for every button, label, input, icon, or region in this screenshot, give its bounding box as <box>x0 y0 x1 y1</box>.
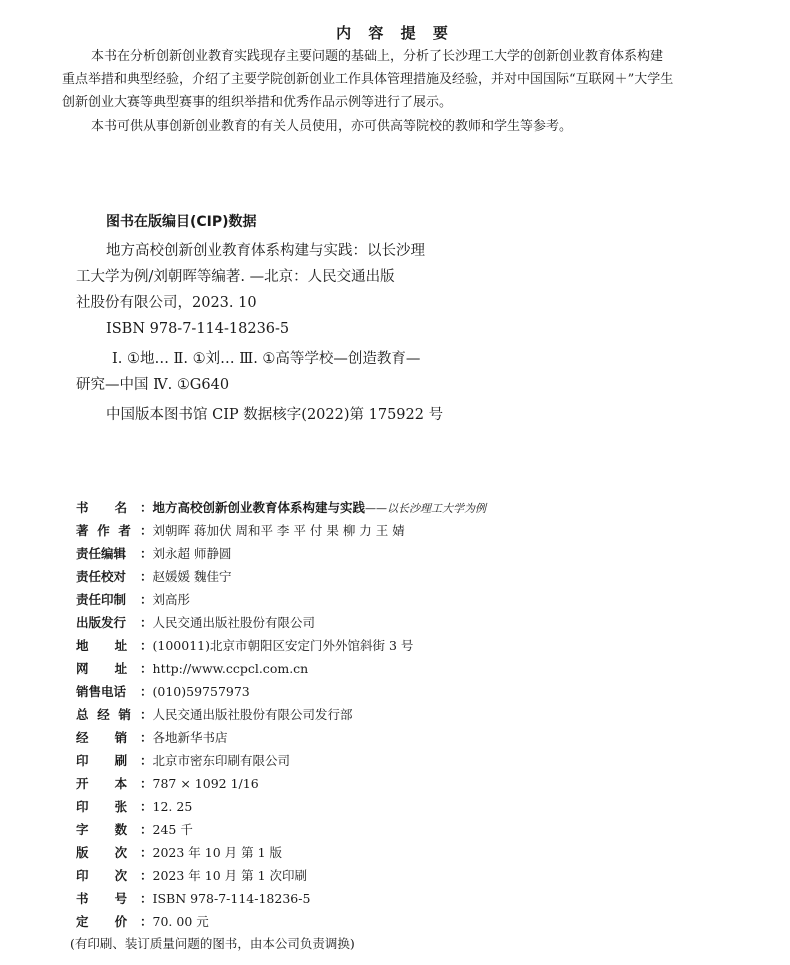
info-row-format: 开 本 ：787 × 1092 1/16 <box>76 774 259 794</box>
summary-line-1: 本书在分析创新创业教育实践现存主要问题的基础上，分析了长沙理工大学的创新创业教育体系构建 <box>91 49 664 64</box>
info-value: ISBN 978-7-114-18236-5 <box>152 891 311 906</box>
cip-isbn: ISBN 978-7-114-18236-5 <box>106 321 290 337</box>
summary-title: 内 容 提 要 <box>336 24 454 42</box>
info-row-authors: 著 作 者 ：刘朝晖 蒋加伏 周和平 李 平 付 果 柳 力 王 婧 <box>76 521 405 541</box>
cip-classification-1: Ⅰ. ①地… Ⅱ. ①刘… Ⅲ. ①高等学校—创造教育— <box>112 351 421 367</box>
info-row-printing-supervisor: 责任印制 ：刘高彤 <box>76 590 190 610</box>
info-label: 书 名 <box>76 500 128 515</box>
info-value: 刘永超 师静圆 <box>152 546 232 561</box>
info-label: 字 数 <box>76 822 128 837</box>
info-label: 印 刷 <box>76 753 128 768</box>
info-row-word-count: 字 数 ：245 千 <box>76 820 193 840</box>
cip-line-1: 地方高校创新创业教育体系构建与实践：以长沙理 <box>106 243 425 259</box>
info-label: 责任编辑 <box>76 546 127 561</box>
info-label: 开 本 <box>76 776 128 791</box>
info-label: 定 价 <box>76 914 128 929</box>
info-row-book-title: 书 名 ：地方高校创新创业教育体系构建与实践——以长沙理工大学为例 <box>76 498 486 519</box>
info-row-isbn: 书 号 ：ISBN 978-7-114-18236-5 <box>76 889 310 909</box>
info-label: 著 作 者 <box>76 523 131 538</box>
info-value: 赵媛媛 魏佳宁 <box>152 569 232 584</box>
cip-record-number: 中国版本图书馆 CIP 数据核字(2022)第 175922 号 <box>106 407 444 423</box>
info-row-publisher: 出版发行 ：人民交通出版社股份有限公司 <box>76 613 315 633</box>
cip-line-3: 社股份有限公司，2023. 10 <box>76 295 257 311</box>
info-value: 2023 年 10 月 第 1 版 <box>152 845 283 860</box>
info-value: (010)59757973 <box>152 684 250 699</box>
info-row-impression: 印 次 ：2023 年 10 月 第 1 次印刷 <box>76 866 307 886</box>
info-label: 书 号 <box>76 891 128 906</box>
info-value: 70. 00 元 <box>152 914 209 929</box>
summary-line-4: 本书可供从事创新创业教育的有关人员使用，亦可供高等院校的教师和学生等参考。 <box>91 119 573 134</box>
info-value: http://www.ccpcl.com.cn <box>152 661 309 676</box>
info-label: 出版发行 <box>76 615 127 630</box>
info-label: 印 次 <box>76 868 128 883</box>
info-value: 245 千 <box>152 822 193 837</box>
info-row-edition: 版 次 ：2023 年 10 月 第 1 版 <box>76 843 282 863</box>
info-value: 2023 年 10 月 第 1 次印刷 <box>152 868 308 883</box>
info-value: 刘高彤 <box>152 592 191 607</box>
cip-line-2: 工大学为例/刘朝晖等编著. —北京：人民交通出版 <box>76 269 395 285</box>
info-row-website: 网 址 ：http://www.ccpcl.com.cn <box>76 659 308 679</box>
info-row-retailer: 经 销 ：各地新华书店 <box>76 728 228 748</box>
summary-line-2: 重点举措和典型经验，介绍了主要学院创新创业工作具体管理措施及经验，并对中国国际“互联网＋”大学生 <box>62 72 674 87</box>
info-value: (100011)北京市朝阳区安定门外外馆斜街 3 号 <box>152 638 414 653</box>
cip-title: 图书在版编目(CIP)数据 <box>106 214 257 230</box>
info-label: 销售电话 <box>76 684 127 699</box>
info-value: 刘朝晖 蒋加伏 周和平 李 平 付 果 柳 力 王 婧 <box>152 523 405 538</box>
info-label: 版 次 <box>76 845 128 860</box>
info-row-distributor: 总 经 销 ：人民交通出版社股份有限公司发行部 <box>76 705 353 725</box>
info-row-address: 地 址 ：(100011)北京市朝阳区安定门外外馆斜街 3 号 <box>76 636 413 656</box>
cip-classification-2: 研究—中国 Ⅳ. ①G640 <box>76 377 230 393</box>
info-label: 地 址 <box>76 638 128 653</box>
info-label: 网 址 <box>76 661 128 676</box>
info-label: 责任校对 <box>76 569 127 584</box>
info-row-price: 定 价 ：70. 00 元 <box>76 912 209 932</box>
info-label: 总 经 销 <box>76 707 131 722</box>
info-row-editors: 责任编辑 ：刘永超 师静圆 <box>76 544 232 564</box>
info-row-sheets: 印 张 ：12. 25 <box>76 797 192 817</box>
info-value: 北京市密东印刷有限公司 <box>152 753 291 768</box>
info-row-proofreaders: 责任校对 ：赵媛媛 魏佳宁 <box>76 567 232 587</box>
info-value: 人民交通出版社股份有限公司发行部 <box>152 707 353 722</box>
info-value: 地方高校创新创业教育体系构建与实践 <box>152 500 366 515</box>
info-value: 12. 25 <box>152 799 193 814</box>
info-subtitle: ——以长沙理工大学为例 <box>365 502 487 515</box>
summary-line-3: 创新创业大赛等典型赛事的组织举措和优秀作品示例等进行了展示。 <box>62 95 453 110</box>
info-value: 787 × 1092 1/16 <box>152 776 259 791</box>
info-row-sales-phone: 销售电话 ：(010)59757973 <box>76 682 250 702</box>
info-value: 各地新华书店 <box>152 730 228 745</box>
quality-note: (有印刷、装订质量问题的图书，由本公司负责调换) <box>70 936 355 951</box>
info-label: 印 张 <box>76 799 128 814</box>
info-row-printer: 印 刷 ：北京市密东印刷有限公司 <box>76 751 290 771</box>
info-value: 人民交通出版社股份有限公司 <box>152 615 316 630</box>
info-label: 经 销 <box>76 730 128 745</box>
info-label: 责任印制 <box>76 592 127 607</box>
